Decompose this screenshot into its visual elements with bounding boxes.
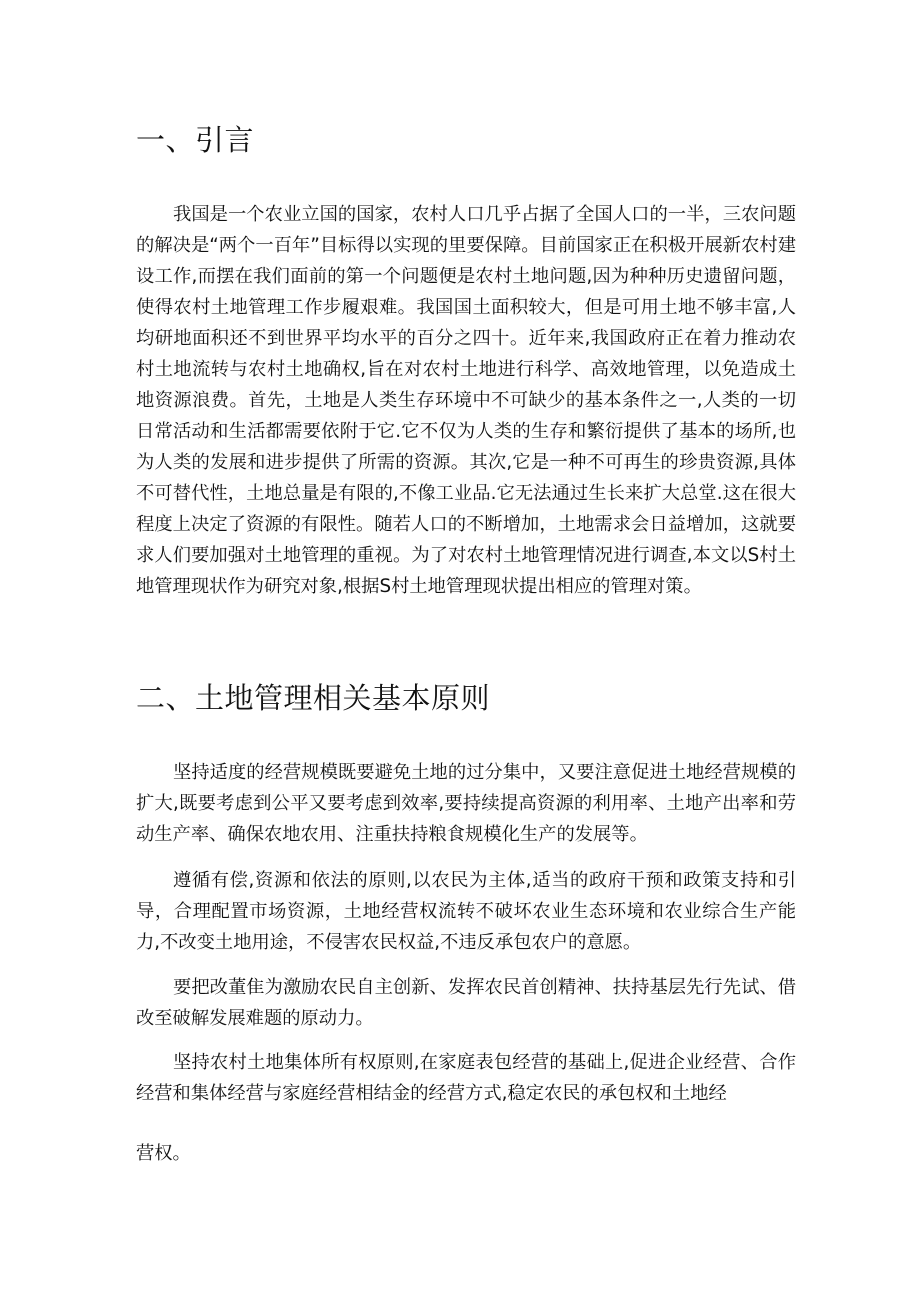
section-heading-introduction: 一、引言 — [136, 123, 255, 157]
introduction-paragraph: 我国是一个农业立国的国家，农村人口几乎占据了全国人口的一半，三农问题的解决是“两个一百年”目标得以实现的里要保障。目前国家正在积极开展新农村建设工作,而摆在我们面前的第一个问题便是农村土地问题,因为种种历史遗留问题，使得农村土地管理工作步履艰难。我国国土面积较大，但是可用土地不够丰富,人均研地面积还不到世界平均水平的百分之四十。近年来,我国政府正在着力推动农村土地流转与农村土地确权,旨在对农村土地进行科学、高效地管理，以免造成土地资源浪费。首先，土地是人类生存环境中不可缺少的基本条件之一,人类的一切日常活动和生活都需要依附于它.它不仅为人类的生存和繁衍提供了基本的场所,也为人类的发展和进步提供了所需的资源。其次,它是一种不可再生的珍贵资源,具体不可替代性，土地总量是有限的,不像工业品.它无法通过生长来扩大总堂.这在很大程度上决定了资源的有限性。随若人口的不断增加，土地需求会日益增加，这就要求人们要加强对土地管理的重视。为了对农村土地管理情况进行调查,本文以S村土地管理现状作为研究对象,根据S村土地管理现状提出相应的管理对策。 — [136, 204, 796, 597]
principle-paragraph-ownership: 坚持农村土地集体所有权原则,在家庭表包经营的基础上,促进企业经营、合作经营和集体经营与家庭经营相结金的经营方式,稳定农民的承包权和土地经 — [136, 1052, 796, 1104]
principle-paragraph-scale: 坚持适度的经营规模既要避免土地的过分集中，又要注意促进土地经营规模的扩大,既要考虑到公平又要考虑到效率,要持续提高资源的利用率、土地产出率和劳动生产率、确保农地农用、注重扶持粮食规模化生产的发展等。 — [136, 762, 796, 845]
paragraph-continuation: 营权。 — [136, 1143, 191, 1164]
section-heading-principles: 二、土地管理相关基本原则 — [136, 681, 491, 715]
principle-paragraph-reform: 要把改董隹为激励农民自主创新、发挥农民首创精神、扶持基层先行先试、借改至破解发展难题的原动力。 — [136, 977, 796, 1029]
principle-paragraph-voluntary: 遵循有偿,资源和依法的原则,以农民为主体,适当的政府干预和政策支持和引导，合理配置市场资源，土地经营权流转不破坏农业生态环境和农业综合生产能力,不改变土地用途，不侵害农民权益,不违反承包农户的意愿。 — [136, 870, 796, 953]
